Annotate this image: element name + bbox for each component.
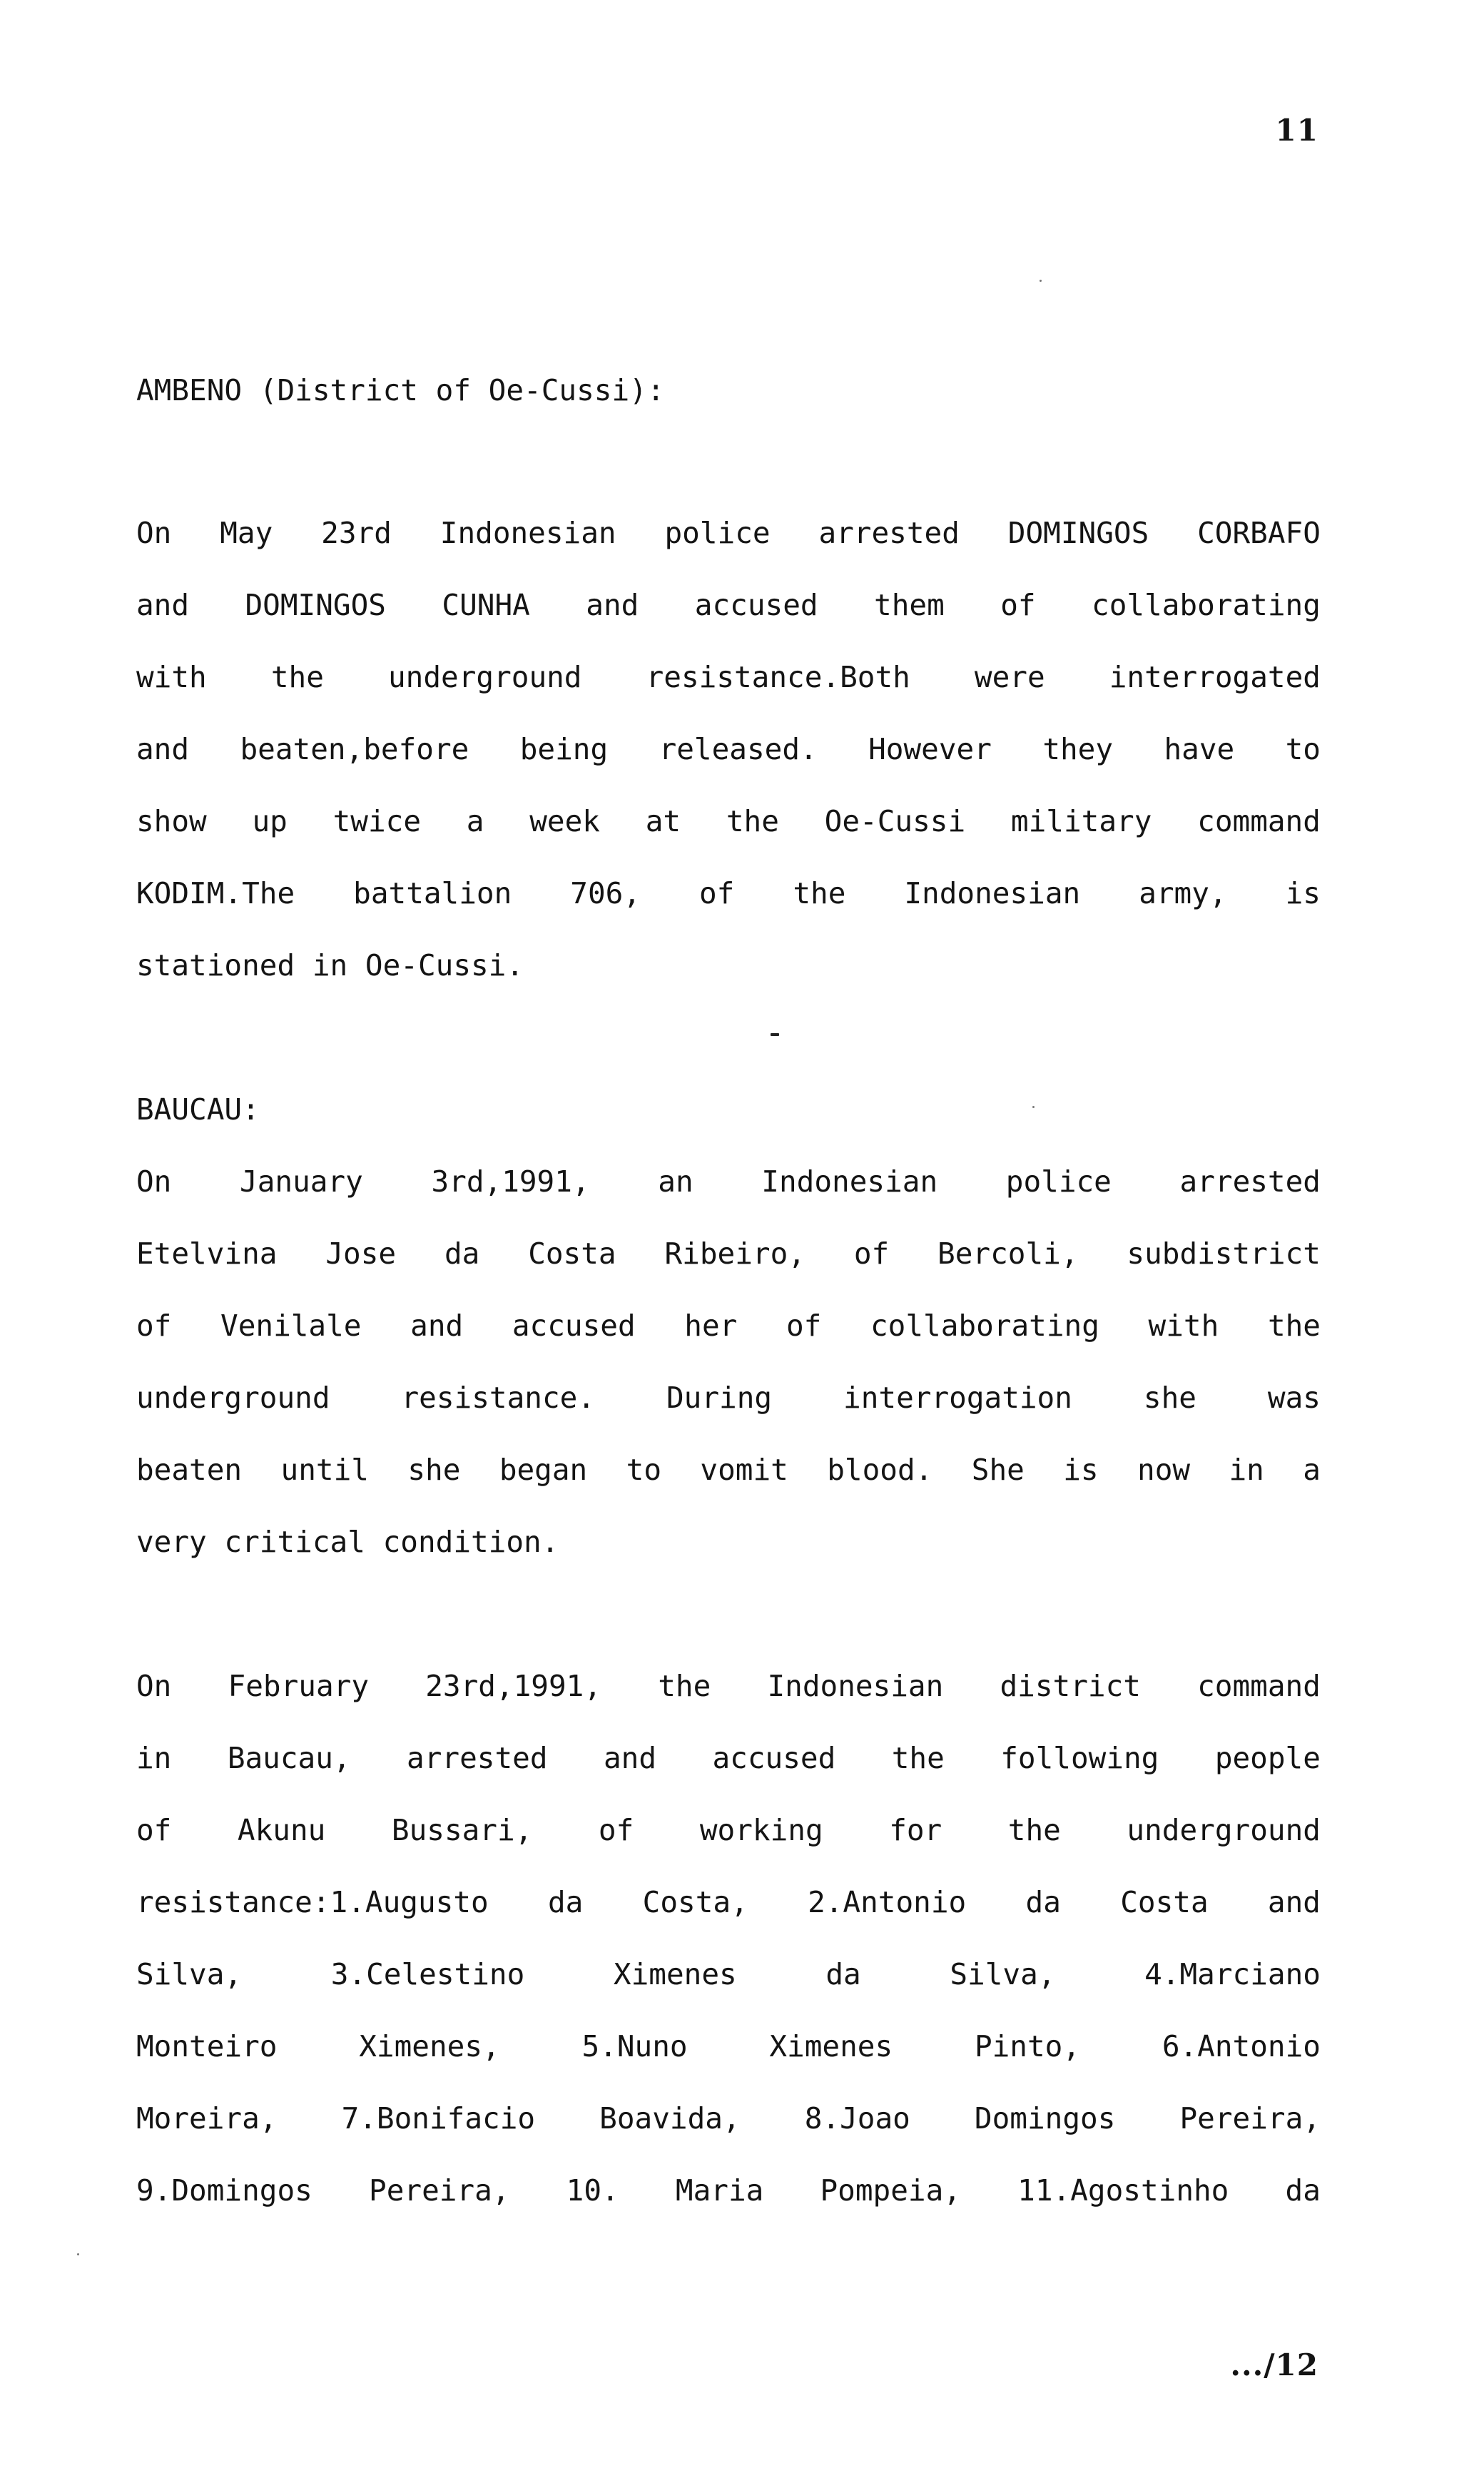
word: of xyxy=(1000,588,1036,622)
word: Silva, xyxy=(950,1957,1056,1991)
word: underground xyxy=(387,660,582,694)
word: arrested xyxy=(407,1741,548,1775)
word: da xyxy=(547,1885,584,1919)
baucau-p1-line-6: very critical condition. xyxy=(136,1525,559,1559)
word: Baucau, xyxy=(227,1741,351,1775)
word: Pompeia, xyxy=(820,2173,961,2208)
word: accused xyxy=(512,1309,636,1343)
word: Indonesian xyxy=(904,876,1081,910)
word: of xyxy=(853,1237,890,1271)
word: Maria xyxy=(675,2173,764,2208)
word: a xyxy=(1303,1453,1321,1487)
word: the xyxy=(793,876,846,910)
word: Pereira, xyxy=(369,2173,510,2208)
word: 2.Antonio xyxy=(808,1885,967,1919)
word: is xyxy=(1063,1453,1099,1487)
ambeno-line-6 xyxy=(136,875,1321,911)
baucau-p2-line-2 xyxy=(136,1740,1321,1776)
word: 7.Bonifacio xyxy=(341,2101,536,2136)
word: 6.Antonio xyxy=(1162,2029,1321,2063)
word: working xyxy=(699,1813,823,1847)
word: Domingos xyxy=(974,2101,1116,2136)
word: arrested xyxy=(1179,1164,1321,1199)
word: Bercoli, xyxy=(937,1237,1079,1271)
word: Moreira, xyxy=(136,2101,278,2136)
word: command xyxy=(1197,1669,1321,1703)
word: in xyxy=(1229,1453,1264,1487)
baucau-p2-line-6 xyxy=(136,2028,1321,2064)
word: accused xyxy=(712,1741,836,1775)
word: collaborating xyxy=(870,1309,1099,1343)
word: Etelvina xyxy=(136,1237,278,1271)
word: to xyxy=(626,1453,662,1487)
word: twice xyxy=(332,804,422,838)
word: until xyxy=(280,1453,369,1487)
baucau-p1-line-4 xyxy=(136,1380,1321,1416)
word: 3.Celestino xyxy=(330,1957,525,1991)
word: interrogation xyxy=(843,1381,1072,1415)
word: the xyxy=(270,660,324,694)
word: da xyxy=(825,1957,861,1991)
word: of xyxy=(699,876,735,910)
word: of xyxy=(136,1813,172,1847)
word: Ximenes, xyxy=(359,2029,500,2063)
word: released. xyxy=(659,732,818,766)
word: Costa xyxy=(528,1237,616,1271)
ambeno-line-5 xyxy=(136,803,1321,839)
word: Jose xyxy=(325,1237,397,1271)
word: with xyxy=(136,660,207,694)
word: DOMINGOS xyxy=(245,588,386,622)
continuation-marker: .../12 xyxy=(1230,2347,1318,2382)
word: week xyxy=(529,804,600,838)
word: Bussari, xyxy=(391,1813,533,1847)
word: the xyxy=(658,1669,711,1703)
word: and xyxy=(586,588,639,622)
word: district xyxy=(1000,1669,1141,1703)
baucau-p2-line-3 xyxy=(136,1812,1321,1848)
word: police xyxy=(1005,1164,1112,1199)
word: people xyxy=(1214,1741,1321,1775)
word: she xyxy=(1143,1381,1196,1415)
word: of xyxy=(598,1813,634,1847)
word: resistance.Both xyxy=(646,660,910,694)
baucau-p2-line-8 xyxy=(136,2173,1321,2208)
word: Boavida, xyxy=(599,2101,741,2136)
word: accused xyxy=(694,588,818,622)
page-number: 11 xyxy=(1275,113,1318,148)
word: being xyxy=(519,732,609,766)
word: the xyxy=(1267,1309,1321,1343)
word: Monteiro xyxy=(136,2029,278,2063)
word: Pinto, xyxy=(974,2029,1081,2063)
scan-speck xyxy=(1032,1106,1035,1108)
word: vomit xyxy=(700,1453,788,1487)
word: and xyxy=(410,1309,464,1343)
section-heading-baucau: BAUCAU: xyxy=(136,1092,260,1127)
word: of xyxy=(786,1309,822,1343)
word: KODIM.The xyxy=(136,876,295,910)
word: collaborating xyxy=(1092,588,1321,622)
word: underground xyxy=(1127,1813,1321,1847)
word: Costa xyxy=(1120,1885,1209,1919)
word: the xyxy=(891,1741,945,1775)
word: and xyxy=(1267,1885,1321,1919)
word: Ribeiro, xyxy=(664,1237,805,1271)
word: arrested xyxy=(818,516,960,550)
word: 9.Domingos xyxy=(136,2173,312,2208)
word: February xyxy=(228,1669,370,1703)
word: On xyxy=(136,1669,172,1703)
scan-speck xyxy=(771,1033,779,1036)
word: Indonesian xyxy=(439,516,616,550)
word: to xyxy=(1285,732,1321,766)
word: 5.Nuno xyxy=(581,2029,688,2063)
word: and xyxy=(603,1741,657,1775)
word: an xyxy=(658,1164,693,1199)
word: resistance. xyxy=(401,1381,596,1415)
word: 4.Marciano xyxy=(1144,1957,1321,1991)
word: blood. xyxy=(827,1453,933,1487)
word: During xyxy=(666,1381,773,1415)
word: Ximenes xyxy=(613,1957,737,1991)
word: 8.Joao xyxy=(804,2101,910,2136)
word: for xyxy=(889,1813,942,1847)
word: command xyxy=(1197,804,1321,838)
word: 23rd xyxy=(321,516,392,550)
word: Indonesian xyxy=(761,1164,938,1199)
word: 10. xyxy=(566,2173,619,2208)
word: da xyxy=(1025,1885,1061,1919)
baucau-p1-line-1 xyxy=(136,1164,1321,1199)
word: began xyxy=(499,1453,588,1487)
word: CORBAFO xyxy=(1197,516,1321,550)
word: a xyxy=(466,804,484,838)
word: Silva, xyxy=(136,1957,243,1991)
word: the xyxy=(1007,1813,1061,1847)
word: subdistrict xyxy=(1127,1237,1321,1271)
word: 3rd,1991, xyxy=(431,1164,590,1199)
word: Venilale xyxy=(220,1309,362,1343)
word: now xyxy=(1137,1453,1191,1487)
word: were xyxy=(974,660,1045,694)
word: da xyxy=(1285,2173,1321,2208)
word: with xyxy=(1148,1309,1219,1343)
baucau-p2-line-4 xyxy=(136,1884,1321,1920)
word: of xyxy=(136,1309,172,1343)
ambeno-line-4 xyxy=(136,731,1321,767)
word: May xyxy=(220,516,273,550)
word: army, xyxy=(1139,876,1227,910)
scan-speck xyxy=(1040,280,1042,282)
word: Ximenes xyxy=(769,2029,893,2063)
word: the xyxy=(726,804,779,838)
word: 11.Agostinho xyxy=(1017,2173,1229,2208)
word: battalion xyxy=(353,876,512,910)
word: 706, xyxy=(570,876,641,910)
baucau-p2-line-5 xyxy=(136,1956,1321,1992)
word: Pereira, xyxy=(1179,2101,1321,2136)
word: She xyxy=(971,1453,1025,1487)
word: CUNHA xyxy=(442,588,530,622)
scan-speck xyxy=(77,2253,79,2255)
word: interrogated xyxy=(1109,660,1321,694)
word: and xyxy=(136,588,190,622)
word: resistance:1.Augusto xyxy=(136,1885,489,1919)
baucau-p2-line-7 xyxy=(136,2101,1321,2136)
word: she xyxy=(407,1453,461,1487)
word: DOMINGOS xyxy=(1007,516,1149,550)
word: is xyxy=(1285,876,1321,910)
baucau-p1-line-2 xyxy=(136,1236,1321,1271)
word: in xyxy=(136,1741,172,1775)
word: beaten,before xyxy=(240,732,469,766)
word: they xyxy=(1042,732,1114,766)
ambeno-line-1 xyxy=(136,515,1321,551)
word: following xyxy=(1000,1741,1159,1775)
word: have xyxy=(1164,732,1235,766)
word: and xyxy=(136,732,190,766)
word: On xyxy=(136,1164,172,1199)
word: police xyxy=(664,516,771,550)
word: show xyxy=(136,804,207,838)
word: military xyxy=(1010,804,1152,838)
ambeno-line-7: stationed in Oe-Cussi. xyxy=(136,948,524,982)
word: beaten xyxy=(136,1453,243,1487)
word: was xyxy=(1267,1381,1321,1415)
word: at xyxy=(645,804,681,838)
section-heading-ambeno: AMBENO (District of Oe-Cussi): xyxy=(136,373,665,407)
word: January xyxy=(240,1164,363,1199)
word: up xyxy=(252,804,288,838)
word: da xyxy=(444,1237,480,1271)
word: underground xyxy=(136,1381,330,1415)
word: On xyxy=(136,516,172,550)
baucau-p2-line-1 xyxy=(136,1668,1321,1704)
word: However xyxy=(868,732,992,766)
word: them xyxy=(874,588,945,622)
word: Costa, xyxy=(642,1885,748,1919)
word: Oe-Cussi xyxy=(824,804,966,838)
baucau-p1-line-3 xyxy=(136,1308,1321,1344)
word: her xyxy=(684,1309,738,1343)
word: Akunu xyxy=(237,1813,326,1847)
word: 23rd,1991, xyxy=(425,1669,602,1703)
word: Indonesian xyxy=(767,1669,944,1703)
ambeno-line-3 xyxy=(136,659,1321,695)
ambeno-line-2 xyxy=(136,587,1321,623)
baucau-p1-line-5 xyxy=(136,1452,1321,1488)
